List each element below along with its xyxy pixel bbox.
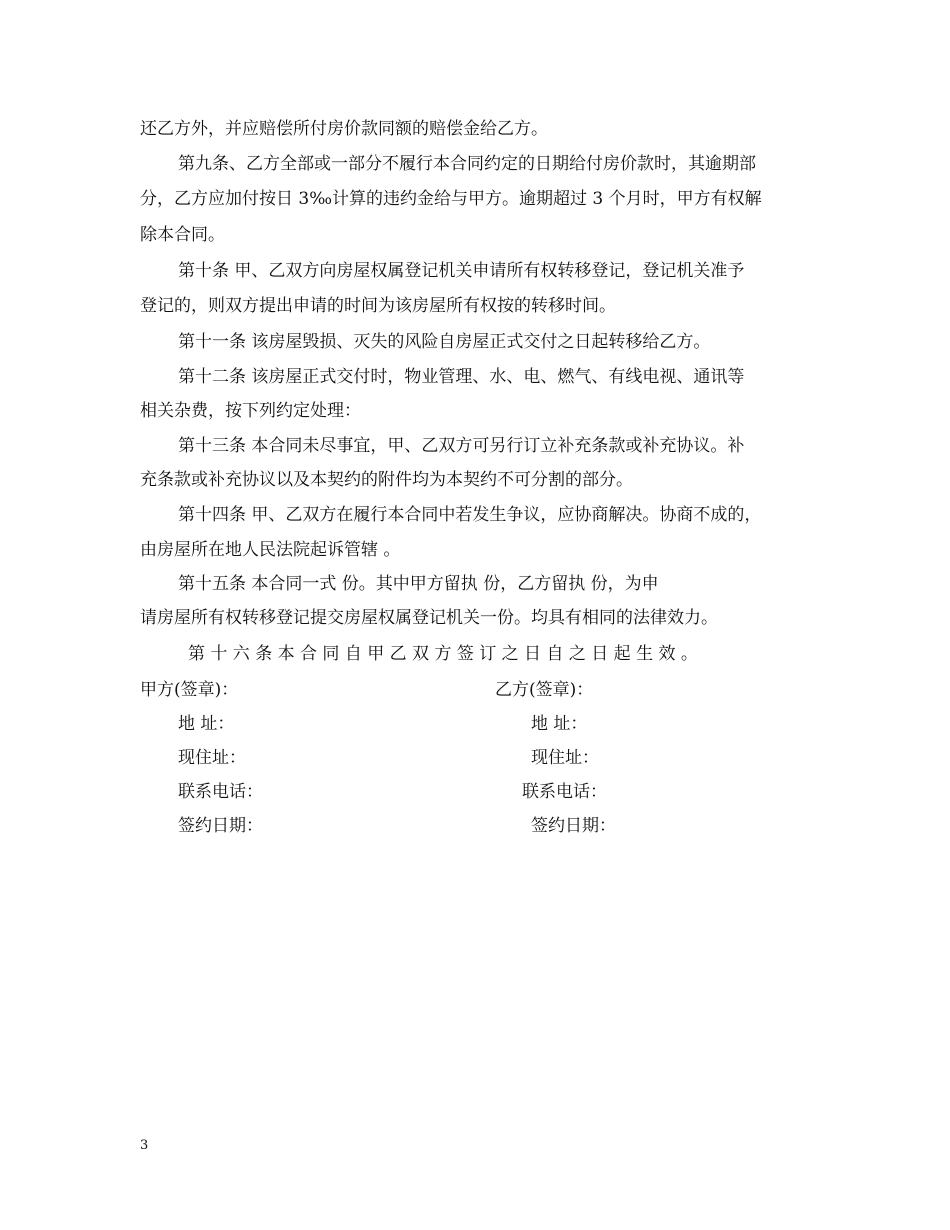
party-b-date: 签约日期：	[531, 816, 616, 836]
clause-14-line-1: 第十四条 甲、乙双方在履行本合同中若发生争议，应协商解决。协商不成的，	[178, 505, 762, 525]
party-a-address: 地 址：	[178, 714, 235, 734]
clause-9-line-2: 分，乙方应加付按日 3‰计算的违约金给与甲方。逾期超过 3 个月时，甲方有权解	[140, 189, 762, 209]
party-a-current-address: 现住址：	[178, 748, 246, 768]
clause-13-line-1: 第十三条 本合同未尽事宜，甲、乙双方可另行订立补充条款或补充协议。补	[178, 436, 745, 456]
party-a-phone: 联系电话：	[178, 782, 263, 802]
clause-10-line-2: 登记的，则双方提出申请的时间为该房屋所有权按的转移时间。	[140, 296, 616, 316]
clause-11-line-1: 第十一条 该房屋毁损、灭失的风险自房屋正式交付之日起转移给乙方。	[178, 332, 711, 352]
clause-13-line-2: 充条款或补充协议以及本契约的附件均为本契约不可分割的部分。	[140, 470, 633, 490]
party-b-current-address: 现住址：	[531, 748, 599, 768]
party-b-title: 乙方(签章)：	[495, 680, 594, 700]
clause-16-line-1: 第 十 六 条 本 合 同 自 甲 乙 双 方 签 订 之 日 自 之 日 起 生 效 。	[188, 644, 698, 664]
party-a-title: 甲方(签章)：	[140, 680, 239, 700]
clause-14-line-2: 由房屋所在地人民法院起诉管辖 。	[140, 540, 401, 560]
clause-15-line-2: 请房屋所有权转移登记提交房屋权属登记机关一份。均具有相同的法律效力。	[140, 608, 718, 628]
clause-9-line-3: 除本合同。	[140, 225, 225, 245]
party-a-date: 签约日期：	[178, 816, 263, 836]
clause-15-line-1: 第十五条 本合同一式 份。其中甲方留执 份，乙方留执 份，为申	[178, 574, 659, 594]
clause-12-line-2: 相关杂费，按下列约定处理：	[140, 401, 361, 421]
clause-9-line-1: 第九条、乙方全部或一部分不履行本合同约定的日期给付房价款时，其逾期部	[178, 154, 756, 174]
party-b-address: 地 址：	[531, 714, 588, 734]
text-line-1: 还乙方外，并应赔偿所付房价款同额的赔偿金给乙方。	[140, 119, 548, 139]
page-number: 3	[140, 1138, 149, 1153]
clause-12-line-1: 第十二条 该房屋正式交付时，物业管理、水、电、燃气、有线电视、通讯等	[178, 367, 745, 387]
party-b-phone: 联系电话：	[522, 782, 607, 802]
clause-10-line-1: 第十条 甲、乙双方向房屋权属登记机关申请所有权转移登记，登记机关准予	[178, 261, 745, 281]
